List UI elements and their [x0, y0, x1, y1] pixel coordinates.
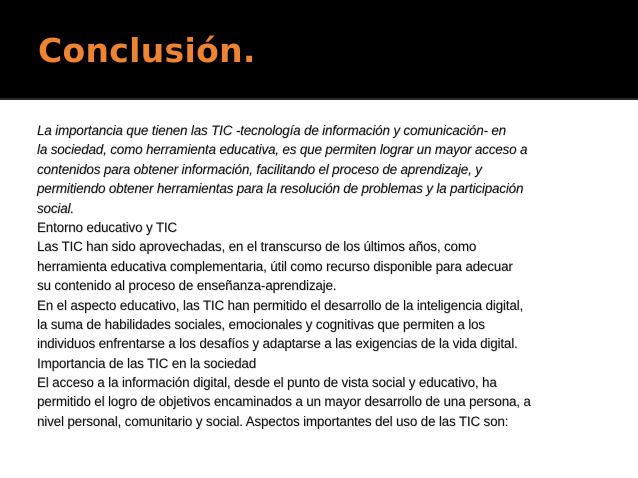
body-line: La importancia que tienen las TIC -tecnología de información y comunicación- en — [37, 123, 506, 138]
body-line: herramienta educativa complementaria, útil como recurso disponible para adecuar — [37, 258, 513, 274]
slide-body — [37, 121, 597, 431]
body-line: la sociedad, como herramienta educativa, es que permiten lograr un mayor acceso a — [37, 142, 528, 158]
body-line: El acceso a la información digital, desde el punto de vista social y educativo, ha — [37, 375, 497, 391]
body-line: social. — [37, 200, 74, 216]
body-line: nivel personal, comunitario y social. Aspectos importantes del uso de las TIC son: — [37, 413, 509, 429]
body-line: permitido el logro de objetivos encaminados a un mayor desarrollo de una persona, a — [37, 394, 531, 410]
body-line: Las TIC han sido aprovechadas, en el transcurso de los últimos años, como — [37, 239, 477, 255]
slide-title: Conclusión. — [38, 31, 256, 70]
section-heading: Entorno educativo y TIC — [37, 219, 177, 235]
body-line: su contenido al proceso de enseñanza-aprendizaje. — [37, 278, 337, 294]
body-line: En el aspecto educativo, las TIC han permitido el desarrollo de la inteligencia digital, — [37, 297, 524, 313]
body-line: permitiendo obtener herramientas para la resolución de problemas y la participación — [37, 181, 524, 197]
body-line: individuos enfrentarse a los desafíos y adaptarse a las exigencias de la vida digital. — [37, 336, 518, 352]
title-band — [0, 0, 638, 100]
body-line: la suma de habilidades sociales, emocionales y cognitivas que permiten a los — [37, 316, 485, 332]
body-line: contenidos para obtener información, facilitando el proceso de aprendizaje, y — [37, 161, 482, 177]
section-heading: Importancia de las TIC en la sociedad — [37, 355, 256, 371]
